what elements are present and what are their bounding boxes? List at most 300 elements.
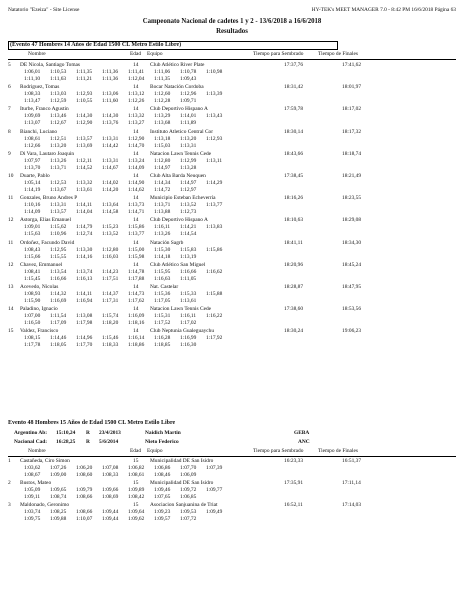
place-label: 12 xyxy=(8,217,14,224)
final-time: 18:53,56 xyxy=(342,306,362,313)
seed-time: 18:30,14 xyxy=(284,128,304,135)
place-label: 1 xyxy=(8,458,11,464)
split-time: 1:13,12 xyxy=(128,91,145,98)
split-time: 1:11,36 xyxy=(102,76,119,82)
split-time: 1:14,34 xyxy=(154,180,171,186)
final-time: 18:23,55 xyxy=(342,195,362,202)
split-time: 1:08,46 xyxy=(154,472,171,478)
col-seed: Tiempo para Sembrado xyxy=(253,51,304,57)
split-time: 1:15,31 xyxy=(154,313,171,320)
split-time: 1:10,16 xyxy=(24,202,41,209)
record-date: 5/6/2014 xyxy=(99,439,119,445)
split-time: 1:13,43 xyxy=(206,113,223,120)
split-time: 1:14,09 xyxy=(128,164,145,171)
team-label: Club Alta Barda Neuquen xyxy=(150,173,206,179)
place-label: 7 xyxy=(8,106,11,113)
split-time: 1:17,92 xyxy=(206,335,223,342)
split-time: 1:14,30 xyxy=(102,113,119,120)
split-time: 1:12,90 xyxy=(76,120,93,127)
split-time: 1:09,53 xyxy=(180,509,197,516)
split-time: 1:17,62 xyxy=(128,298,145,304)
split-time: 1:09,43 xyxy=(180,76,197,82)
split-time: 1:06,82 xyxy=(128,465,145,471)
record-holder: Nieto Federico xyxy=(145,439,179,445)
swimmer-name: Iturbe, Franco Agustin xyxy=(20,106,69,113)
event-48-column-header xyxy=(8,448,456,457)
place-label: 6 xyxy=(8,84,11,91)
split-time: 1:13,57 xyxy=(76,135,93,142)
split-time: 1:13,08 xyxy=(76,313,93,320)
split-time: 1:13,31 xyxy=(50,202,67,209)
split-time: 1:12,90 xyxy=(128,135,145,142)
split-time: 1:14,20 xyxy=(102,187,119,193)
final-time: 18:34,30 xyxy=(342,239,362,246)
swimmer-name: Bustos, Mateo xyxy=(20,480,52,487)
split-time: 1:12,28 xyxy=(154,98,171,105)
age-label: 14 xyxy=(133,106,139,113)
split-time: 1:08,61 xyxy=(24,135,41,142)
split-time: 1:14,23 xyxy=(102,268,119,275)
split-time: 1:13,61 xyxy=(76,187,93,193)
split-time: 1:14,19 xyxy=(24,187,41,193)
split-time: 1:09,11 xyxy=(24,494,41,501)
split-time: 1:12,93 xyxy=(206,135,223,142)
split-time: 1:17,05 xyxy=(154,298,171,304)
split-time: 1:09,75 xyxy=(24,516,41,523)
result-row xyxy=(8,106,460,127)
col-finals: Tiempo de Finales xyxy=(318,448,358,454)
split-time: 1:13,54 xyxy=(50,268,67,275)
place-label: 11 xyxy=(8,239,14,246)
split-time: 1:13,20 xyxy=(50,142,67,149)
split-time: 1:12,97 xyxy=(180,187,197,193)
split-time: 1:16,28 xyxy=(154,335,171,342)
split-time: 1:16,22 xyxy=(206,313,223,320)
age-label: 14 xyxy=(133,239,139,246)
split-time: 1:13,06 xyxy=(102,91,119,98)
split-time: 1:16,11 xyxy=(154,224,171,231)
result-row xyxy=(8,328,460,349)
seed-time: 18:30,24 xyxy=(284,328,304,335)
split-time: 1:10,53 xyxy=(50,69,67,75)
split-time: 1:16,09 xyxy=(128,313,145,320)
split-time: 1:16,66 xyxy=(180,268,197,275)
split-time: 1:14,30 xyxy=(76,113,93,120)
split-time: 1:11,89 xyxy=(180,120,197,127)
split-time: 1:12,95 xyxy=(50,246,67,253)
split-time: 1:13,68 xyxy=(154,120,171,127)
swimmer-name: Bianchi, Luciano xyxy=(20,128,58,135)
split-time: 1:07,65 xyxy=(154,494,171,501)
split-time: 1:15,36 xyxy=(154,291,171,297)
result-row xyxy=(8,239,460,260)
final-time: 17:11,14 xyxy=(342,480,361,487)
split-time: 1:17,70 xyxy=(76,342,93,349)
split-time: 1:15,45 xyxy=(24,275,41,282)
seed-time: 16:23,33 xyxy=(284,458,304,464)
result-row xyxy=(8,458,460,478)
split-time: 1:11,41 xyxy=(128,69,145,75)
split-time: 1:16,62 xyxy=(206,268,223,275)
split-time: 1:14,96 xyxy=(76,335,93,342)
split-time: 1:12,99 xyxy=(180,157,197,164)
split-time: 1:14,37 xyxy=(102,291,119,297)
split-time: 1:14,90 xyxy=(128,180,145,186)
split-time: 1:11,05 xyxy=(180,275,197,282)
split-time: 1:13,32 xyxy=(128,113,145,120)
split-time: 1:15,98 xyxy=(128,253,145,260)
age-label: 14 xyxy=(133,62,139,68)
split-time: 1:08,60 xyxy=(76,472,93,478)
result-row xyxy=(8,306,460,327)
split-time: 1:12,51 xyxy=(50,135,67,142)
split-time: 1:09,72 xyxy=(180,487,197,494)
split-time: 1:13,26 xyxy=(50,157,67,164)
split-time: 1:16,99 xyxy=(180,335,197,342)
result-row xyxy=(8,217,460,238)
split-time: 1:11,54 xyxy=(50,313,67,320)
split-time: 1:07,70 xyxy=(180,465,197,471)
split-time: 1:09,57 xyxy=(154,516,171,523)
split-time: 1:14,16 xyxy=(76,253,93,260)
split-time: 1:11,35 xyxy=(154,76,171,82)
split-time: 1:10,55 xyxy=(76,98,93,105)
split-time: 1:09,69 xyxy=(24,113,41,120)
split-time: 1:15,33 xyxy=(180,291,197,297)
result-row xyxy=(8,128,460,149)
split-time: 1:09,44 xyxy=(102,509,119,516)
split-time: 1:12,73 xyxy=(180,209,197,216)
swimmer-name: DE Nicola, Santiago Tomas xyxy=(20,62,81,68)
split-time: 1:14,01 xyxy=(180,113,197,120)
age-label: 14 xyxy=(133,306,139,313)
split-time: 1:13,61 xyxy=(180,298,197,304)
split-time: 1:09,00 xyxy=(50,472,67,478)
record-club: GEBA xyxy=(294,430,310,436)
team-label: Club Deportivo Hispano A xyxy=(150,217,208,224)
split-time: 1:13,29 xyxy=(154,113,171,120)
split-time: 1:17,09 xyxy=(50,320,67,327)
team-label: Club Atlético River Plate xyxy=(150,62,205,68)
place-label: 12 xyxy=(8,261,14,268)
split-time: 1:13,64 xyxy=(102,202,119,209)
place-label: 8 xyxy=(8,128,11,135)
split-time: 1:14,67 xyxy=(102,164,119,171)
place-label: 13 xyxy=(8,284,14,290)
split-time: 1:15,46 xyxy=(102,335,119,342)
age-label: 14 xyxy=(133,328,139,335)
place-label: 15 xyxy=(8,328,14,335)
team-label: Municipio Esteban Echeverría xyxy=(150,195,216,202)
split-time: 1:16,03 xyxy=(102,253,119,260)
swimmer-name: Chavez, Emmanuel xyxy=(20,261,63,268)
split-time: 1:13,39 xyxy=(206,91,223,98)
final-time: 18:18,74 xyxy=(342,150,362,157)
final-time: 18:45,24 xyxy=(342,261,362,268)
split-time: 1:14,18 xyxy=(154,253,171,260)
split-time: 1:09,64 xyxy=(128,509,145,516)
split-time: 1:16,11 xyxy=(180,313,197,320)
split-time: 1:13,71 xyxy=(50,164,67,171)
age-label: 15 xyxy=(133,458,139,464)
final-time: 17:14,03 xyxy=(342,502,362,509)
split-time: 1:09,23 xyxy=(154,509,171,516)
record-mark: R xyxy=(86,430,90,436)
team-label: Natacion Lawn Tennis Cede xyxy=(150,150,212,157)
seed-time: 18:10,63 xyxy=(284,217,304,224)
split-time: 1:17,78 xyxy=(24,342,41,349)
swimmer-name: Gonzales, Bruno Andres P xyxy=(20,195,78,202)
age-label: 14 xyxy=(133,284,139,290)
split-time: 1:06,09 xyxy=(180,472,197,478)
split-time: 1:16,63 xyxy=(154,275,171,282)
meet-title: Campeonato Nacional de cadetes 1 y 2 - 13/6/2018 a 16/6/2018 xyxy=(142,18,322,25)
swimmer-name: Rodriguez, Tomas xyxy=(20,84,60,91)
split-time: 1:18,20 xyxy=(102,320,119,327)
split-time: 1:18,85 xyxy=(154,342,171,349)
result-row xyxy=(8,62,460,82)
split-time: 1:09,88 xyxy=(50,516,67,523)
split-time: 1:15,86 xyxy=(206,246,223,253)
split-time: 1:13,52 xyxy=(180,202,197,209)
col-finals: Tiempo de Finales xyxy=(318,51,358,57)
final-time: 18:29,08 xyxy=(342,217,362,224)
split-time: 1:08,33 xyxy=(24,91,41,98)
split-time: 1:08,15 xyxy=(24,335,41,342)
split-time: 1:13,31 xyxy=(102,157,119,164)
split-time: 1:16,14 xyxy=(128,335,145,342)
software-label: HY-TEK's MEET MANAGER 7.0 - 8:42 PM 16/6/2018 Página 63 xyxy=(311,7,456,13)
split-time: 1:18,16 xyxy=(128,320,145,327)
seed-time: 17:37,76 xyxy=(284,62,304,68)
split-time: 1:13,26 xyxy=(154,231,171,238)
split-time: 1:13,19 xyxy=(180,253,197,260)
seed-time: 18:43,66 xyxy=(284,150,304,157)
seed-time: 18:16,26 xyxy=(284,195,304,202)
split-time: 1:08,25 xyxy=(50,509,67,516)
split-time: 1:07,08 xyxy=(102,465,119,471)
split-time: 1:11,60 xyxy=(102,98,119,105)
event-48-title: Evento 48 Hombres 15 Años de Edad 1500 CL Metro Estilo Libre xyxy=(8,420,176,426)
split-time: 1:12,67 xyxy=(50,120,67,127)
split-time: 1:14,62 xyxy=(128,187,145,193)
swimmer-name: Maldonado, Geronimo xyxy=(20,502,70,509)
split-time: 1:15,30 xyxy=(154,246,171,253)
split-time: 1:17,51 xyxy=(102,275,119,282)
team-label: Natacion Lawn Tennis Cede xyxy=(150,306,212,313)
split-time: 1:17,98 xyxy=(76,320,93,327)
split-time: 1:16,30 xyxy=(180,342,197,349)
split-time: 1:09,44 xyxy=(102,516,119,523)
split-time: 1:08,67 xyxy=(24,472,41,478)
split-time: 1:08,66 xyxy=(76,494,93,501)
split-time: 1:15,66 xyxy=(24,253,41,260)
split-time: 1:07,26 xyxy=(50,465,67,471)
split-time: 1:13,11 xyxy=(206,157,223,164)
result-row xyxy=(8,480,460,501)
seed-time: 17:35,91 xyxy=(284,480,304,487)
split-time: 1:14,21 xyxy=(180,224,197,231)
split-time: 1:12,80 xyxy=(102,246,119,253)
split-time: 1:08,61 xyxy=(128,472,145,478)
split-time: 1:15,63 xyxy=(24,231,41,238)
split-time: 1:15,90 xyxy=(24,298,41,304)
split-time: 1:11,10 xyxy=(24,76,41,82)
split-time: 1:08,69 xyxy=(102,494,119,501)
final-time: 18:01,97 xyxy=(342,84,362,91)
split-time: 1:13,32 xyxy=(76,180,93,186)
record-holder: Naidich Martin xyxy=(145,430,181,436)
age-label: 15 xyxy=(133,502,139,509)
age-label: 14 xyxy=(133,261,139,268)
result-row xyxy=(8,284,460,304)
seed-time: 17:38,45 xyxy=(284,173,304,179)
split-time: 1:13,07 xyxy=(24,120,41,127)
event-47-title: (Evento 47 Hombres 14 Años de Edad 1500 CL Metro Estilo Libre) xyxy=(8,41,338,50)
split-time: 1:14,78 xyxy=(128,268,145,275)
split-time: 1:13,69 xyxy=(76,142,93,149)
split-time: 1:13,67 xyxy=(50,187,67,193)
split-time: 1:10,98 xyxy=(206,69,223,75)
split-time: 1:05,09 xyxy=(24,487,41,494)
split-time: 1:14,11 xyxy=(76,291,93,297)
split-time: 1:13,03 xyxy=(50,91,67,98)
split-time: 1:16,13 xyxy=(76,275,93,282)
split-time: 1:13,31 xyxy=(180,142,197,149)
seed-time: 18:28,87 xyxy=(284,284,304,290)
split-time: 1:18,05 xyxy=(50,342,67,349)
swimmer-name: Ordoñez, Facundo David xyxy=(20,239,75,246)
split-time: 1:12,04 xyxy=(128,76,145,82)
age-label: 14 xyxy=(133,195,139,202)
split-time: 1:16,69 xyxy=(50,298,67,304)
swimmer-name: Duarte, Pablo xyxy=(20,173,50,179)
split-time: 1:06,01 xyxy=(24,69,41,75)
split-time: 1:13,77 xyxy=(128,231,145,238)
split-time: 1:09,46 xyxy=(154,487,171,494)
split-time: 1:09,66 xyxy=(102,487,119,494)
swimmer-name: Paladino, Ignacio xyxy=(20,306,58,313)
split-time: 1:14,97 xyxy=(154,164,171,171)
split-time: 1:12,59 xyxy=(50,98,67,105)
swimmer-name: Valdez, Francisco xyxy=(20,328,59,335)
final-time: 19:06,23 xyxy=(342,328,362,335)
col-age: Edad xyxy=(130,51,142,57)
result-row xyxy=(8,195,460,216)
split-time: 1:11,35 xyxy=(76,69,93,75)
split-time: 1:06,20 xyxy=(76,465,93,471)
split-time: 1:12,80 xyxy=(154,157,171,164)
record-date: 23/4/2013 xyxy=(99,430,121,436)
split-time: 1:13,27 xyxy=(128,120,145,127)
record-club: ANC xyxy=(298,439,310,445)
split-time: 1:07,39 xyxy=(206,465,223,471)
split-time: 1:12,26 xyxy=(128,98,145,105)
split-time: 1:09,71 xyxy=(180,98,197,105)
split-time: 1:14,09 xyxy=(24,209,41,216)
split-time: 1:14,29 xyxy=(206,180,223,186)
split-time: 1:15,95 xyxy=(154,268,171,275)
split-time: 1:08,41 xyxy=(24,268,41,275)
page-header xyxy=(8,7,456,16)
final-time: 16:51,37 xyxy=(342,458,362,464)
org-label: Natatorio "Ezeiza" - Site License xyxy=(8,7,80,13)
split-time: 1:13,30 xyxy=(76,246,93,253)
split-time: 1:08,74 xyxy=(50,494,67,501)
record-label: Nacional Cad: xyxy=(14,439,48,445)
split-time: 1:18,33 xyxy=(102,342,119,349)
split-time: 1:07,72 xyxy=(180,516,197,523)
split-time: 1:09,77 xyxy=(206,487,223,494)
split-time: 1:15,62 xyxy=(50,224,67,231)
split-time: 1:07,00 xyxy=(24,313,41,320)
split-time: 1:17,88 xyxy=(128,275,145,282)
split-time: 1:14,11 xyxy=(76,202,93,209)
split-time: 1:11,36 xyxy=(102,69,119,75)
col-age: Edad xyxy=(130,448,142,454)
split-time: 1:14,02 xyxy=(102,180,119,186)
team-label: Nat. Castelar xyxy=(150,284,179,290)
place-label: 14 xyxy=(8,306,14,313)
seed-time: 16:52,11 xyxy=(284,502,303,509)
team-label: Natación Sagrb xyxy=(150,239,184,246)
split-time: 1:13,18 xyxy=(154,135,171,142)
split-time: 1:06,85 xyxy=(180,494,197,501)
final-time: 18:47,95 xyxy=(342,284,362,290)
swimmer-name: Acevedo, Nicolas xyxy=(20,284,59,290)
split-time: 1:14,46 xyxy=(50,335,67,342)
split-time: 1:16,50 xyxy=(24,320,41,327)
split-time: 1:06,86 xyxy=(154,465,171,471)
split-time: 1:12,93 xyxy=(76,91,93,98)
age-label: 14 xyxy=(133,173,139,179)
team-label: Club Deportivo Hispano A xyxy=(150,106,208,113)
result-row xyxy=(8,150,460,171)
split-time: 1:03,74 xyxy=(24,509,41,516)
split-time: 1:11,63 xyxy=(50,76,67,82)
final-time: 18:21,49 xyxy=(342,173,362,179)
split-time: 1:13,70 xyxy=(24,164,41,171)
split-time: 1:14,54 xyxy=(180,231,197,238)
split-time: 1:12,74 xyxy=(76,231,93,238)
result-row xyxy=(8,502,460,523)
split-time: 1:08,43 xyxy=(24,246,41,253)
result-row xyxy=(8,261,460,282)
split-time: 1:15,83 xyxy=(180,246,197,253)
col-seed: Tiempo para Sembrado xyxy=(253,448,304,454)
split-time: 1:18,86 xyxy=(128,342,145,349)
split-time: 1:15,55 xyxy=(50,253,67,260)
split-time: 1:13,74 xyxy=(76,268,93,275)
record-mark: R xyxy=(86,439,90,445)
split-time: 1:09,79 xyxy=(76,487,93,494)
split-time: 1:13,77 xyxy=(206,202,223,209)
split-time: 1:13,73 xyxy=(128,202,145,209)
split-time: 1:09,01 xyxy=(24,224,41,231)
split-time: 1:13,20 xyxy=(180,135,197,142)
split-time: 1:13,47 xyxy=(24,98,41,105)
split-time: 1:13,83 xyxy=(206,224,223,231)
split-time: 1:17,02 xyxy=(180,320,197,327)
split-time: 1:14,72 xyxy=(154,187,171,193)
split-time: 1:14,32 xyxy=(50,291,67,297)
swimmer-name: Astorga, Elias Emanuel xyxy=(20,217,71,224)
age-label: 14 xyxy=(133,150,139,157)
split-time: 1:17,52 xyxy=(154,320,171,327)
split-time: 1:09,62 xyxy=(128,516,145,523)
split-time: 1:13,24 xyxy=(128,157,145,164)
col-name: Nombre xyxy=(28,51,46,57)
